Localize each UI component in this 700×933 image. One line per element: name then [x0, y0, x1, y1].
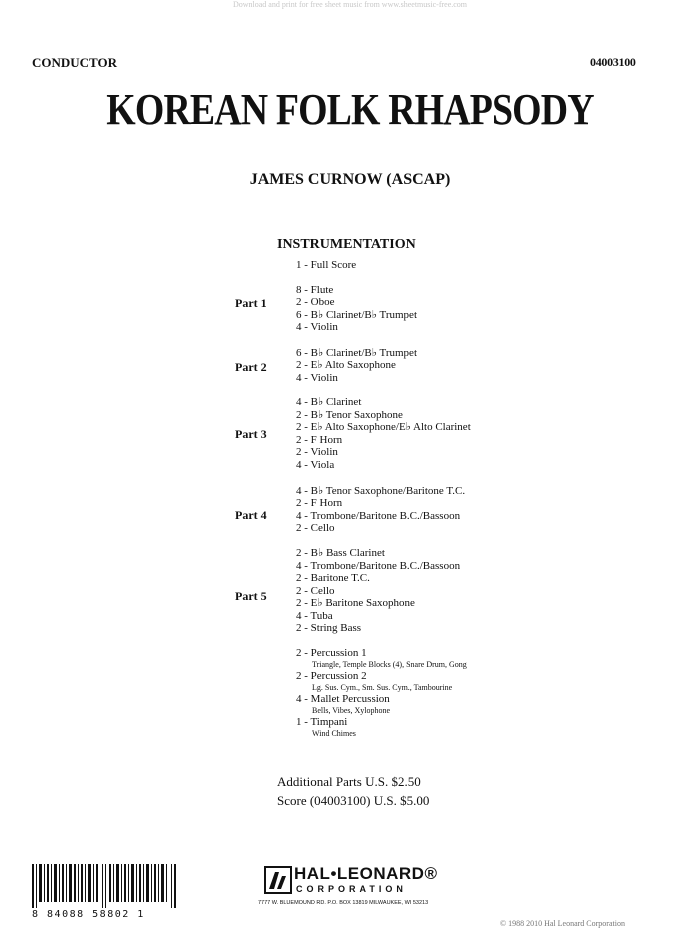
footer-copyright: © 1988 2010 Hal Leonard Corporation	[500, 919, 625, 928]
part-1-line: 4 - Violin	[296, 321, 338, 333]
part-1-line: 8 - Flute	[296, 284, 334, 296]
part-5-line: 2 - Cello	[296, 585, 335, 597]
composer: JAMES CURNOW (ASCAP)	[249, 171, 451, 188]
part-1-label: Part 1	[235, 296, 267, 310]
part-3-line: 4 - B♭ Clarinet	[296, 396, 362, 408]
publisher-logo-icon	[264, 866, 292, 894]
part-3-line: 2 - F Horn	[296, 434, 343, 446]
percussion-line: 2 - Percussion 1	[296, 647, 367, 659]
part-4-line: 2 - Cello	[296, 522, 335, 534]
barcode	[32, 864, 180, 908]
part-2-label: Part 2	[235, 360, 267, 374]
part-2-line: 2 - E♭ Alto Saxophone	[296, 359, 396, 371]
part-1-line: 6 - B♭ Clarinet/B♭ Trumpet	[296, 309, 417, 321]
part-4-line: 4 - Trombone/Baritone B.C./Bassoon	[296, 510, 461, 522]
full-score-line: 1 - Full Score	[296, 259, 357, 271]
part-5-line: 2 - String Bass	[296, 622, 362, 634]
part-5-line: 2 - Baritone T.C.	[296, 572, 370, 584]
instrumentation-heading: INSTRUMENTATION	[277, 237, 416, 252]
percussion-detail: Lg. Sus. Cym., Sm. Sus. Cym., Tambourine	[312, 683, 453, 692]
percussion-detail: Triangle, Temple Blocks (4), Snare Drum, Gong	[312, 660, 467, 669]
publisher-address: 7777 W. BLUEMOUND RD. P.O. BOX 13819 MILWAUKEE, WI 53213	[258, 900, 429, 906]
percussion-line: 1 - Timpani	[296, 716, 348, 728]
part-3-line: 2 - B♭ Tenor Saxophone	[296, 409, 403, 421]
publisher-corporation: CORPORATION	[296, 884, 407, 894]
percussion-line: 2 - Percussion 2	[296, 670, 367, 682]
publisher-name: HAL•LEONARD®	[294, 864, 438, 883]
part-5-line: 4 - Trombone/Baritone B.C./Bassoon	[296, 560, 461, 572]
barcode-number: 8 84088 58802 1	[32, 909, 145, 920]
part-5-label: Part 5	[235, 589, 267, 603]
part-label: CONDUCTOR	[32, 55, 117, 70]
part-5-line: 2 - B♭ Bass Clarinet	[296, 547, 385, 559]
part-3-line: 2 - Violin	[296, 446, 338, 458]
percussion-detail: Wind Chimes	[312, 729, 356, 738]
part-3-line: 2 - E♭ Alto Saxophone/E♭ Alto Clarinet	[296, 421, 471, 433]
part-4-line: 2 - F Horn	[296, 497, 343, 509]
watermark-text: Download and print for free sheet music from www.sheetmusic-free.com	[232, 0, 468, 9]
part-4-line: 4 - B♭ Tenor Saxophone/Baritone T.C.	[296, 485, 466, 497]
additional-parts-price: Additional Parts U.S. $2.50	[277, 774, 421, 789]
score-price: Score (04003100) U.S. $5.00	[277, 793, 430, 808]
part-1-line: 2 - Oboe	[296, 296, 335, 308]
part-4-label: Part 4	[235, 508, 267, 522]
part-3-label: Part 3	[235, 427, 267, 441]
catalog-number: 04003100	[590, 55, 636, 69]
percussion-detail: Bells, Vibes, Xylophone	[312, 706, 391, 715]
percussion-line: 4 - Mallet Percussion	[296, 693, 390, 705]
part-5-line: 4 - Tuba	[296, 610, 333, 622]
part-5-line: 2 - E♭ Baritone Saxophone	[296, 597, 415, 609]
part-2-line: 6 - B♭ Clarinet/B♭ Trumpet	[296, 347, 417, 359]
part-2-line: 4 - Violin	[296, 372, 338, 384]
part-3-line: 4 - Viola	[296, 459, 335, 471]
page-title: KOREAN FOLK RHAPSODY	[106, 85, 594, 134]
